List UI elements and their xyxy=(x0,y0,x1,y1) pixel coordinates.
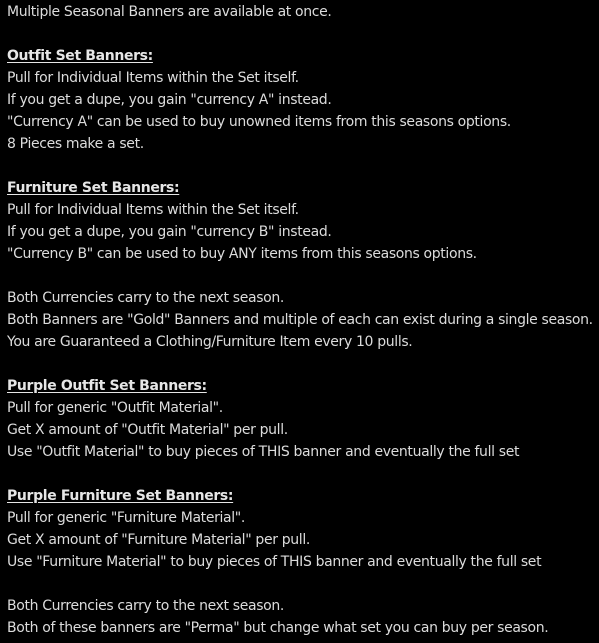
furniture-line-1: Pull for Individual Items within the Set itself. xyxy=(7,202,299,218)
intro-text: Multiple Seasonal Banners are available at once. xyxy=(7,4,332,20)
purple-furniture-line-1: Pull for generic "Furniture Material". xyxy=(7,510,245,526)
notes1-line-3: You are Guaranteed a Clothing/Furniture Item every 10 pulls. xyxy=(7,334,413,350)
spacer xyxy=(7,573,599,595)
outfit-line-3: "Currency A" can be used to buy unowned items from this seasons options. xyxy=(7,114,511,130)
furniture-line-3: "Currency B" can be used to buy ANY items from this seasons options. xyxy=(7,246,477,262)
furniture-section-heading: Furniture Set Banners: xyxy=(7,180,180,196)
spacer xyxy=(7,23,599,45)
notes2-line-2: Both of these banners are "Perma" but change what set you can buy per season. xyxy=(7,620,549,636)
purple-furniture-line-3: Use "Furniture Material" to buy pieces of THIS banner and eventually the full set xyxy=(7,554,542,570)
spacer xyxy=(7,463,599,485)
outfit-line-1: Pull for Individual Items within the Set itself. xyxy=(7,70,299,86)
purple-outfit-line-3: Use "Outfit Material" to buy pieces of THIS banner and eventually the full set xyxy=(7,444,520,460)
notes2-line-1: Both Currencies carry to the next season. xyxy=(7,598,285,614)
purple-outfit-section-heading: Purple Outfit Set Banners: xyxy=(7,378,207,394)
purple-furniture-section-heading: Purple Furniture Set Banners: xyxy=(7,488,234,504)
purple-outfit-line-1: Pull for generic "Outfit Material". xyxy=(7,400,223,416)
notes1-line-1: Both Currencies carry to the next season. xyxy=(7,290,285,306)
notes1-line-2: Both Banners are "Gold" Banners and multiple of each can exist during a single season. xyxy=(7,312,593,328)
outfit-line-4: 8 Pieces make a set. xyxy=(7,136,144,152)
purple-furniture-line-2: Get X amount of "Furniture Material" per pull. xyxy=(7,532,310,548)
spacer xyxy=(7,265,599,287)
outfit-line-2: If you get a dupe, you gain "currency A" instead. xyxy=(7,92,332,108)
spacer xyxy=(7,155,599,177)
furniture-line-2: If you get a dupe, you gain "currency B" instead. xyxy=(7,224,332,240)
purple-outfit-line-2: Get X amount of "Outfit Material" per pull. xyxy=(7,422,288,438)
outfit-section-heading: Outfit Set Banners: xyxy=(7,48,153,64)
spacer xyxy=(7,353,599,375)
